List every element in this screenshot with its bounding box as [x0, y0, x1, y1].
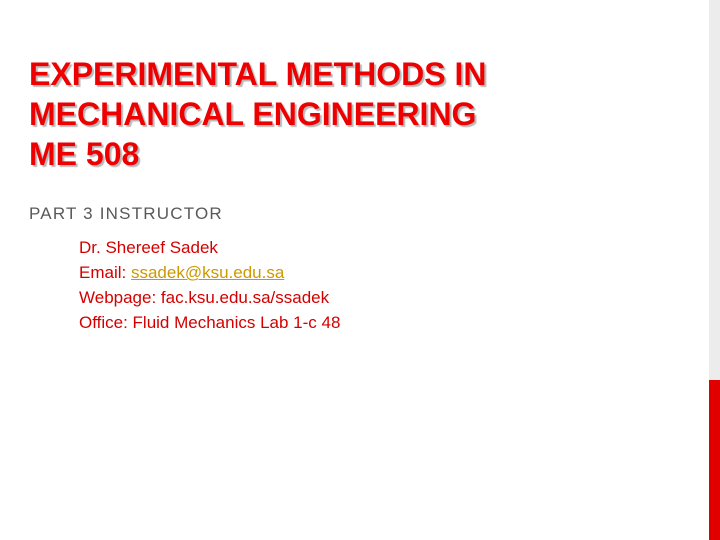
- title-line-2: MECHANICAL ENGINEERING: [29, 96, 477, 132]
- email-label: Email:: [79, 263, 131, 282]
- right-accent-rail-gray: [709, 0, 720, 380]
- slide-title: [29, 54, 689, 174]
- instructor-webpage: Webpage: fac.ksu.edu.sa/ssadek: [79, 288, 330, 307]
- instructor-details: [79, 235, 340, 335]
- instructor-email-line: [79, 260, 340, 285]
- email-link[interactable]: ssadek@ksu.edu.sa: [130, 263, 285, 282]
- title-line-3: ME 508: [29, 136, 140, 172]
- instructor-office: Office: Fluid Mechanics Lab 1-c 48: [79, 313, 341, 332]
- slide-subtitle: PART 3 INSTRUCTOR: [29, 204, 223, 223]
- right-accent-rail-red: [709, 380, 720, 540]
- title-line-1: EXPERIMENTAL METHODS IN: [29, 56, 487, 92]
- instructor-name: Dr. Shereef Sadek: [79, 238, 218, 257]
